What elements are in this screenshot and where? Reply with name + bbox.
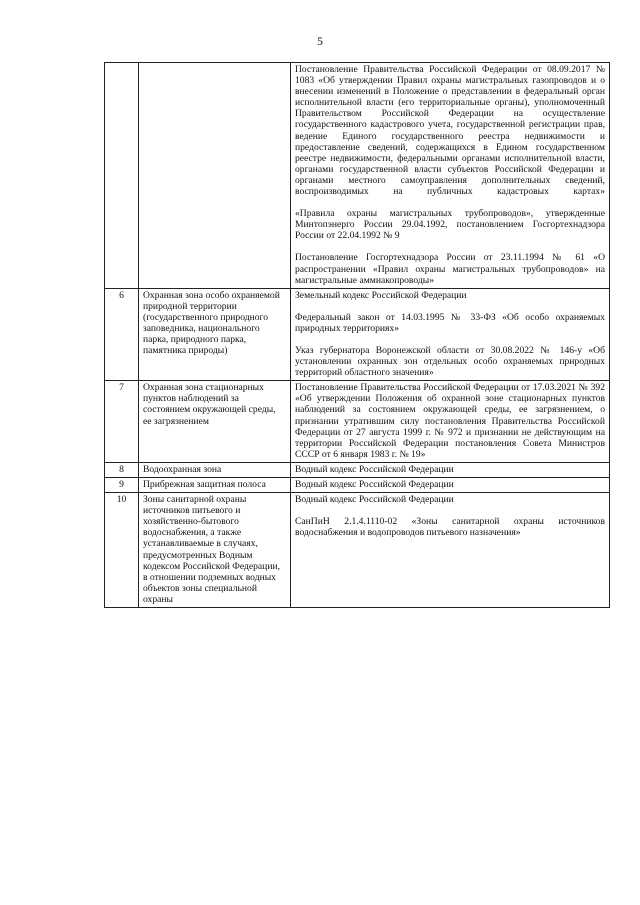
row-number: 10 (105, 493, 139, 608)
zone-name: Охранная зона стационарных пунктов наблюдений за состоянием окружающей среды, ее загрязнением (139, 381, 291, 463)
table-row (105, 288, 610, 381)
legal-document: Указ губернатора Воронежской области от 30.08.2022 № 146-у «Об установлении охранных зон отдельных особо охраняемых природных территорий областного значения» (295, 344, 605, 379)
table-row (105, 381, 610, 463)
legal-document: Водный кодекс Российской Федерации (295, 463, 454, 475)
row-number: 6 (105, 288, 139, 381)
legal-document: Постановление Правительства Российской Федерации от 17.03.2021 № 392 «Об утверждении Положения об охранной зоне стационарных пунктов наблюдений за состоянием окружающей среды, ее загрязнением, о признании утратившим силу постановления Правительства Российской Федерации от 27 августа 1999 г. № 972 и признании не действующим на территории Российской Федерации постановления Совета Министров СССР от 6 января 1983 г. № 19» (295, 382, 605, 460)
table-row (105, 493, 610, 608)
legal-document: Постановление Правительства Российской Федерации от 08.09.2017 № 1083 «Об утверждении Правил охраны магистральных газопроводов и о внесении изменений в Положение о представлении в федеральный орган исполнительной власти (его территориальные органы), уполномоченный Правительством Российской Федерации на осуществление государственного кадастрового учета, государственной регистрации прав, ведение Единого государственного реестра недвижимости и предоставление сведений, содержащихся в Едином государственном реестре недвижимости, федеральными органами исполнительной власти, органами государственной власти субъектов Российской Федерации и органами местного самоуправления дополнительных сведений, воспроизводимых на публичных кадастровых картах» (295, 64, 605, 198)
legal-basis-table (104, 62, 610, 608)
legal-documents (291, 63, 610, 289)
legal-document: Водный кодекс Российской Федерации (295, 479, 454, 490)
legal-document: «Правила охраны магистральных трубопроводов», утвержденные Минтопэнерго России 29.04.1992, постановлением Госгортехнадзора России от 22.04.1992 № 9 (295, 208, 605, 242)
legal-documents (291, 493, 610, 608)
zone-name: Водоохранная зона (139, 462, 291, 477)
legal-documents (291, 381, 610, 463)
zone-name: Охранная зона особо охраняемой природной территории (государственного природного заповедника, национального парка, природного парка, памятника природы) (139, 288, 291, 381)
row-number: 9 (105, 478, 139, 493)
legal-document: Постановление Госгортехнадзора России от 23.11.1994 № 61 «О распространении «Правил охраны магистральных трубопроводов» на магистральные аммиакопроводы» (295, 252, 605, 286)
legal-documents (291, 462, 610, 477)
zone-name (139, 63, 291, 289)
page-number: 5 (317, 36, 323, 48)
table-row (105, 462, 610, 477)
legal-document: Федеральный закон от 14.03.1995 № 33-ФЗ «Об особо охраняемых природных территориях» (295, 311, 605, 334)
row-number (105, 63, 139, 289)
zone-name: Зоны санитарной охраны источников питьевого и хозяйственно-бытового водоснабжения, а также устанавливаемые в случаях, предусмотренных Водным кодексом Российской Федерации, в отношении подземных водных объектов зоны специальной охраны (139, 493, 291, 608)
zone-name: Прибрежная защитная полоса (139, 478, 291, 493)
legal-document: Земельный кодекс Российской Федерации (295, 289, 467, 301)
row-number: 7 (105, 381, 139, 463)
row-number: 8 (105, 462, 139, 477)
table-row (105, 63, 610, 289)
legal-documents (291, 478, 610, 493)
legal-document: СанПиН 2.1.4.1110-02 «Зоны санитарной охраны источников водоснабжения и водопроводов питьевого назначения» (295, 516, 605, 539)
legal-documents (291, 288, 610, 381)
table-row (105, 478, 610, 493)
legal-document: Водный кодекс Российской Федерации (295, 494, 454, 506)
